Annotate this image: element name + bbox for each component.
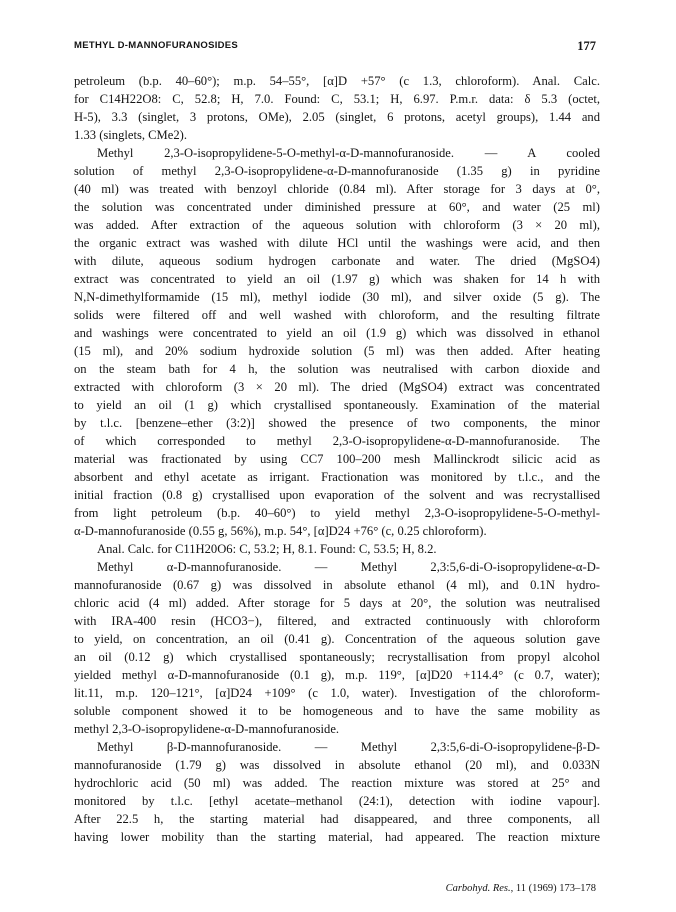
text-line: N,N-dimethylformamide (15 ml), methyl iodide (30 ml), and silver oxide (5 g). The (74, 290, 600, 304)
text-line: having lower mobility than the starting material, had appeared. The reaction mixture (74, 830, 600, 844)
section-heading-line: Methyl 2,3-O-isopropylidene-5-O-methyl-α-D-mannofuranoside. — A cooled (97, 146, 600, 160)
text-line: for C14H22O8: C, 52.8; H, 7.0. Found: C, 53.1; H, 6.97. P.m.r. data: δ 5.3 (octet, (74, 92, 600, 106)
text-line: solution of methyl 2,3-O-isopropylidene-α-D-mannofuranoside (1.35 g) in pyridine (74, 164, 600, 178)
text-line: the solution was concentrated under diminished pressure at 60°, and water (25 ml) (74, 200, 600, 214)
text-line: mannofuranoside (0.67 g) was dissolved in absolute ethanol (4 ml), and 0.1N hydro- (74, 578, 600, 592)
text-line: from light petroleum (b.p. 40–60°) to yield methyl 2,3-O-isopropylidene-5-O-methyl- (74, 506, 600, 520)
text-line: by t.l.c. [benzene–ether (3:2)] showed the presence of two components, the minor (74, 416, 600, 430)
text-line: methyl 2,3-O-isopropylidene-α-D-mannofuranoside. (74, 722, 340, 736)
section-heading-line: Methyl β-D-mannofuranoside. — Methyl 2,3:5,6-di-O-isopropylidene-β-D- (97, 740, 600, 754)
text-line: extracted with chloroform (3 × 20 ml). The dried (MgSO4) extract was concentrated (74, 380, 600, 394)
journal-volume: 11 (1969) 173–178 (515, 883, 596, 894)
text-line: of which corresponded to methyl 2,3-O-isopropylidene-α-D-mannofuranoside. The (74, 434, 600, 448)
running-head (74, 40, 596, 58)
text-line: extract was concentrated to yield an oil (1.97 g) which was shaken for 14 h with (74, 272, 600, 286)
text-line: α-D-mannofuranoside (0.55 g, 56%), m.p. 54°, [α]D24 +76° (c, 0.25 chloroform). (74, 524, 487, 538)
text-line: with dilute, aqueous sodium hydrogen carbonate and water. The dried (MgSO4) (74, 254, 600, 268)
text-line: chloric acid (4 ml) added. After storage for 5 days at 20°, the solution was neutralised (74, 596, 600, 610)
running-head-title: METHYL D-MANNOFURANOSIDES (74, 40, 239, 51)
text-line: solids were filtered off and well washed with chloroform, and the resulting filtrate (74, 308, 600, 322)
text-line: initial fraction (0.8 g) crystallised upon evaporation of the solvent and was recrystallised (74, 488, 600, 502)
section-heading-line: Methyl α-D-mannofuranoside. — Methyl 2,3:5,6-di-O-isopropylidene-α-D- (97, 560, 600, 574)
text-line: was added. After extraction of the aqueous solution with chloroform (3 × 20 ml), (74, 218, 600, 232)
text-line: soluble component showed it to be homogeneous and to have the same mobility as (74, 704, 600, 718)
text-line: monitored by t.l.c. [ethyl acetate–methanol (24:1), detection with iodine vapour]. (74, 794, 600, 808)
text-line: 1.33 (singlets, CMe2). (74, 128, 187, 142)
text-line: an oil (0.12 g) which crystallised spontaneously; recrystallisation from propyl alcohol (74, 650, 600, 664)
text-line: hydrochloric acid (50 ml) was added. The reaction mixture was stored at 25° and (74, 776, 600, 790)
text-line: lit.11, m.p. 120–121°, [α]D24 +109° (c 1.0, water). Investigation of the chloroform- (74, 686, 600, 700)
page-number: 177 (577, 39, 596, 53)
text-line: H-5), 3.3 (singlet, 3 protons, OMe), 2.05 (singlet, 6 protons, acetyl groups), 1.44 and (74, 110, 600, 124)
analysis-line: Anal. Calc. for C11H20O6: C, 53.2; H, 8.1. Found: C, 53.5; H, 8.2. (97, 542, 437, 556)
text-line: absorbent and ethyl acetate as irrigant. Fractionation was monitored by t.l.c., and the (74, 470, 600, 484)
text-line: (15 ml), and 20% sodium hydroxide solution (5 ml) was then added. After heating (74, 344, 600, 358)
journal-name: Carbohyd. Res., (445, 883, 514, 894)
journal-footer (446, 883, 596, 894)
text-line: material was fractionated by using CC7 100–200 mesh Mallinckrodt silicic acid as (74, 452, 600, 466)
text-line: yielded methyl α-D-mannofuranoside (0.1 g), m.p. 119°, [α]D20 +114.4° (c 0.7, water); (74, 668, 600, 682)
text-line: After 22.5 h, the starting material had disappeared, and three components, all (74, 812, 600, 826)
body-text (74, 72, 600, 846)
text-line: to yield, on concentration, an oil (0.41 g). Concentration of the aqueous solution gave (74, 632, 600, 646)
text-line: mannofuranoside (1.79 g) was dissolved in absolute ethanol (20 ml), and 0.033N (74, 758, 600, 772)
text-line: and washings were concentrated to yield an oil (1.9 g) which was dissolved in ethanol (74, 326, 600, 340)
text-line: the organic extract was washed with dilute HCl until the washings were acid, and then (74, 236, 600, 250)
text-line: on the steam bath for 4 h, the solution was neutralised with carbon dioxide and (74, 362, 600, 376)
text-line: (40 ml) was treated with benzoyl chloride (0.84 ml). After storage for 3 days at 0°, (74, 182, 600, 196)
text-line: with IRA-400 resin (HCO3−), filtered, and extracted continuously with chloroform (74, 614, 600, 628)
text-line: petroleum (b.p. 40–60°); m.p. 54–55°, [α]D +57° (c 1.3, chloroform). Anal. Calc. (74, 74, 600, 88)
text-line: to yield an oil (1 g) which crystallised spontaneously. Examination of the material (74, 398, 600, 412)
